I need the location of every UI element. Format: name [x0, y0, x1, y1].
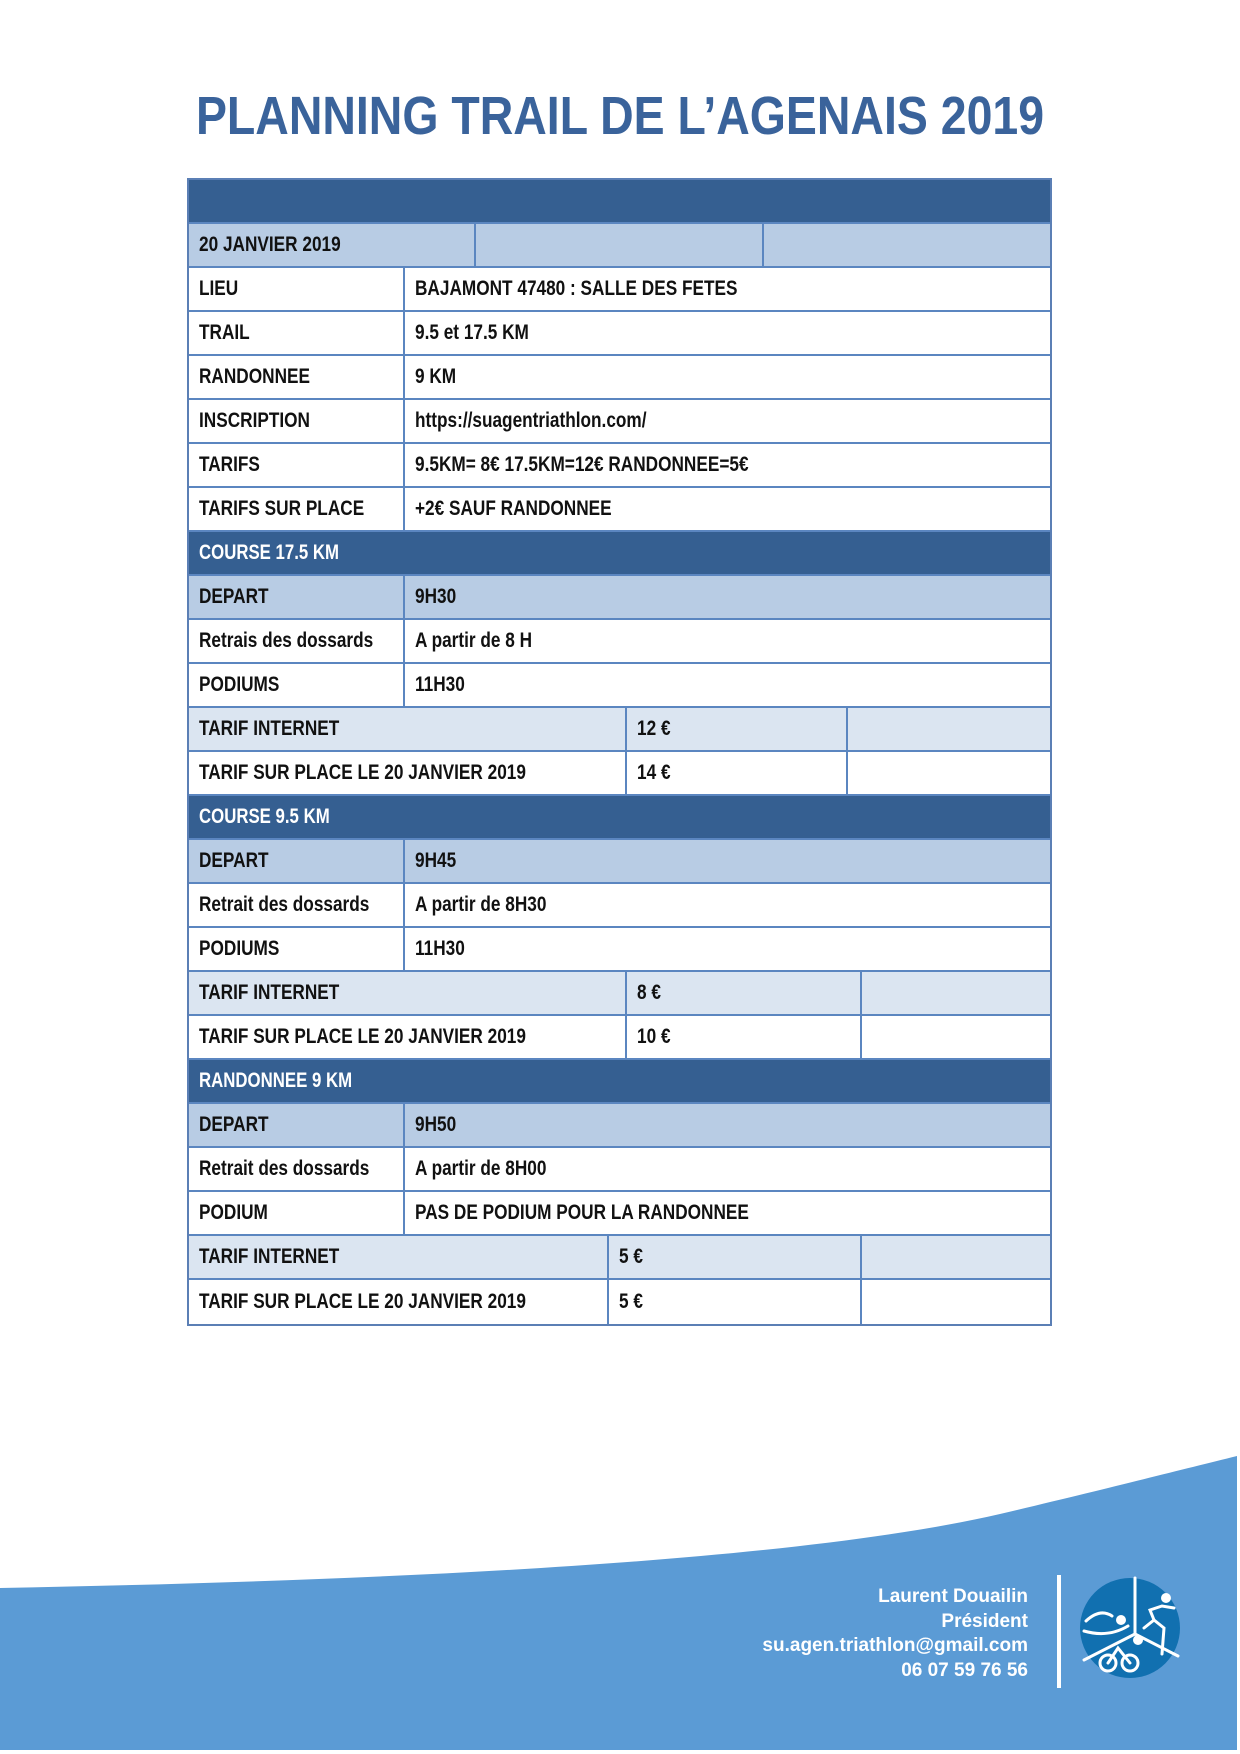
row-label: TRAIL	[189, 312, 405, 354]
date-empty-cell	[764, 224, 1050, 266]
contact-name: Laurent Douailin	[878, 1586, 1028, 1607]
row-label: LIEU	[189, 268, 405, 310]
section-header-course-17-5	[189, 532, 1050, 576]
section-title: COURSE 9.5 KM	[199, 805, 330, 828]
row-label: DEPART	[189, 1104, 405, 1146]
contact-phone: 06 07 59 76 56	[901, 1659, 1028, 1681]
planning-table	[187, 178, 1052, 1326]
price-empty	[848, 708, 1050, 750]
general-row-tarifs	[189, 444, 1050, 488]
row-label: PODIUMS	[189, 928, 405, 970]
general-row-tarifs-sur-place	[189, 488, 1050, 532]
price-empty	[862, 1280, 1050, 1324]
general-row-inscription	[189, 400, 1050, 444]
row-label: INSCRIPTION	[189, 400, 405, 442]
date-cell: 20 JANVIER 2019	[189, 224, 476, 266]
price-value: 12 €	[627, 708, 848, 750]
triathlon-logo-icon	[1078, 1576, 1182, 1680]
row-value: A partir de 8H30	[415, 893, 547, 916]
row-value: 9H30	[415, 585, 457, 608]
section-row-depart	[189, 1104, 1050, 1148]
price-label: TARIF SUR PLACE LE 20 JANVIER 2019	[189, 1016, 627, 1058]
inscription-link[interactable]: https://suagentriathlon.com/	[415, 409, 647, 432]
price-empty	[862, 1236, 1050, 1278]
price-row-sur-place	[189, 1016, 1050, 1060]
price-value: 5 €	[609, 1280, 862, 1324]
row-label: PODIUM	[189, 1192, 405, 1234]
section-row-dossards	[189, 620, 1050, 664]
price-value: 5 €	[609, 1236, 862, 1278]
price-label: TARIF INTERNET	[189, 1236, 609, 1278]
price-label: TARIF INTERNET	[189, 708, 627, 750]
date-row	[189, 224, 1050, 268]
footer-divider	[1057, 1575, 1061, 1688]
price-row-sur-place	[189, 752, 1050, 796]
section-title: COURSE 17.5 KM	[199, 541, 340, 564]
row-label: TARIFS	[189, 444, 405, 486]
row-label: Retrait des dossards	[189, 884, 405, 926]
price-empty	[862, 1016, 1050, 1058]
table-header-row	[189, 180, 1050, 224]
section-header-randonnee-9	[189, 1060, 1050, 1104]
row-label: RANDONNEE	[189, 356, 405, 398]
row-value: 11H30	[415, 673, 465, 696]
contact-block	[762, 1585, 1028, 1683]
row-value: 9 KM	[415, 365, 457, 388]
general-row-randonnee	[189, 356, 1050, 400]
price-value: 10 €	[627, 1016, 862, 1058]
price-label: TARIF SUR PLACE LE 20 JANVIER 2019	[189, 752, 627, 794]
section-row-podiums	[189, 664, 1050, 708]
section-title: RANDONNEE 9 KM	[199, 1069, 353, 1092]
row-value: A partir de 8H00	[415, 1157, 547, 1180]
contact-role: Président	[941, 1610, 1028, 1632]
section-row-depart	[189, 576, 1050, 620]
price-row-internet	[189, 1236, 1050, 1280]
section-row-dossards	[189, 1148, 1050, 1192]
row-value: +2€ SAUF RANDONNEE	[415, 497, 612, 520]
row-label: DEPART	[189, 576, 405, 618]
row-value: A partir de 8 H	[415, 629, 533, 652]
row-label: Retrais des dossards	[189, 620, 405, 662]
price-row-internet	[189, 972, 1050, 1016]
price-row-sur-place	[189, 1280, 1050, 1324]
price-empty	[862, 972, 1050, 1014]
footer-wave	[0, 1440, 1240, 1754]
price-empty	[848, 752, 1050, 794]
row-label: TARIFS SUR PLACE	[189, 488, 405, 530]
price-label: TARIF SUR PLACE LE 20 JANVIER 2019	[189, 1280, 609, 1324]
general-row-trail	[189, 312, 1050, 356]
section-header-course-9-5	[189, 796, 1050, 840]
section-row-depart	[189, 840, 1050, 884]
general-row-lieu	[189, 268, 1050, 312]
row-label: Retrait des dossards	[189, 1148, 405, 1190]
row-value: 9.5 et 17.5 KM	[415, 321, 529, 344]
row-value: PAS DE PODIUM POUR LA RANDONNEE	[415, 1201, 749, 1224]
row-value: 9.5KM= 8€ 17.5KM=12€ RANDONNEE=5€	[415, 453, 749, 476]
contact-email[interactable]: su.agen.triathlon@gmail.com	[762, 1635, 1028, 1656]
row-label: DEPART	[189, 840, 405, 882]
section-row-podium	[189, 1192, 1050, 1236]
row-value: 9H45	[415, 849, 457, 872]
row-value: BAJAMONT 47480 : SALLE DES FETES	[415, 277, 738, 300]
date-empty-cell	[476, 224, 764, 266]
row-value: 11H30	[415, 937, 465, 960]
row-label: PODIUMS	[189, 664, 405, 706]
footer-wave-shape	[0, 1456, 1237, 1750]
price-label: TARIF INTERNET	[189, 972, 627, 1014]
price-row-internet	[189, 708, 1050, 752]
price-value: 14 €	[627, 752, 848, 794]
section-row-dossards	[189, 884, 1050, 928]
row-value: 9H50	[415, 1113, 457, 1136]
page-title: PLANNING TRAIL DE L’AGENAIS 2019	[195, 86, 1045, 146]
section-row-podiums	[189, 928, 1050, 972]
price-value: 8 €	[627, 972, 862, 1014]
